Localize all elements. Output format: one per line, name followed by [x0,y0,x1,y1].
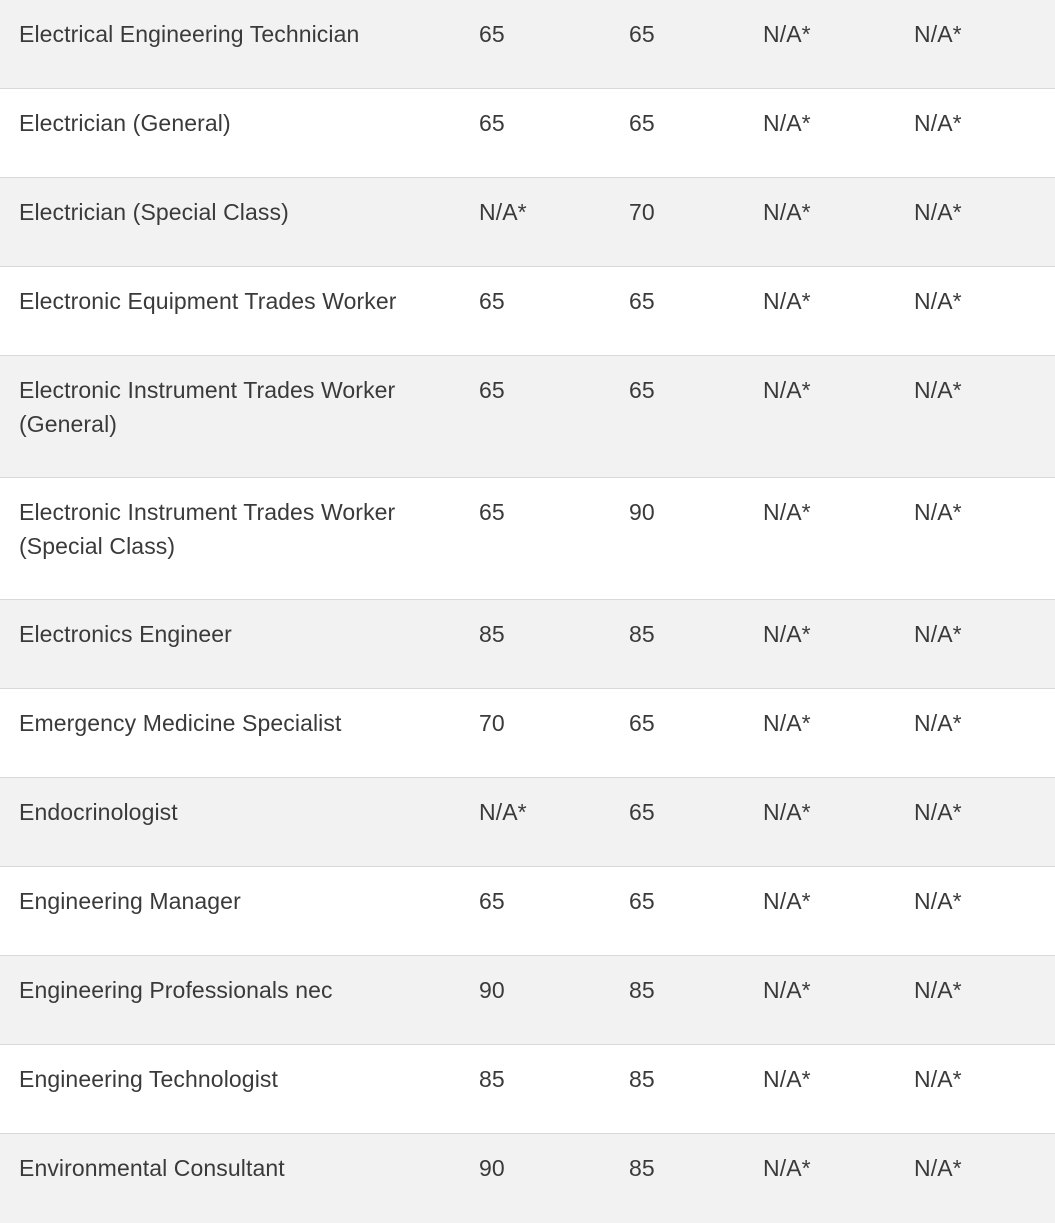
table-cell: N/A* [914,199,962,225]
table-cell: 65 [479,888,505,914]
table-cell: 65 [479,288,505,314]
table-cell: N/A* [763,710,811,736]
table-cell: N/A* [763,888,811,914]
table-cell: 65 [629,288,655,314]
table-cell: N/A* [763,799,811,825]
table-cell: N/A* [763,1066,811,1092]
occupation-name: Electrical Engineering Technician [19,21,360,47]
table-row [0,1045,1055,1134]
table-row [0,267,1055,356]
table-cell: N/A* [763,110,811,136]
occupation-name: Endocrinologist [19,799,178,825]
table-cell: N/A* [763,499,811,525]
table-cell: N/A* [763,21,811,47]
table-cell: N/A* [914,1155,962,1181]
table-cell: 65 [629,710,655,736]
table-row [0,778,1055,867]
occupation-name: Electronics Engineer [19,621,232,647]
table-cell: N/A* [479,199,527,225]
table-cell: N/A* [914,977,962,1003]
table-row [0,956,1055,1045]
table-cell: 65 [479,499,505,525]
occupation-name: Electronic Equipment Trades Worker [19,288,397,314]
table-cell: N/A* [914,888,962,914]
table-cell: 85 [479,1066,505,1092]
table-cell: N/A* [763,377,811,403]
table-cell: 65 [629,888,655,914]
occupation-name: Emergency Medicine Specialist [19,710,342,736]
table-row [0,478,1055,600]
table-cell: N/A* [763,621,811,647]
table-cell: 90 [479,977,505,1003]
table-cell: N/A* [914,499,962,525]
occupation-name: Electrician (General) [19,110,231,136]
table-cell: N/A* [914,21,962,47]
table-cell: 70 [629,199,655,225]
table-cell: 85 [629,1155,655,1181]
table-cell: N/A* [479,799,527,825]
occupation-name: Environmental Consultant [19,1155,285,1181]
table-cell: N/A* [914,621,962,647]
table-cell: 65 [479,377,505,403]
table-cell: N/A* [914,288,962,314]
table-cell: 85 [479,621,505,647]
occupation-name: Electronic Instrument Trades Worker (Special Class) [19,499,396,559]
table-cell: 65 [629,799,655,825]
table-cell: N/A* [763,977,811,1003]
table-cell: N/A* [914,710,962,736]
occupation-name: Electronic Instrument Trades Worker (General) [19,377,396,437]
table-row [0,178,1055,267]
occupation-name: Engineering Technologist [19,1066,278,1092]
table-cell: N/A* [914,1066,962,1092]
table-cell: 65 [629,377,655,403]
table-cell: 85 [629,977,655,1003]
occupation-name: Engineering Professionals nec [19,977,333,1003]
table-cell: 65 [629,110,655,136]
table-cell: N/A* [763,288,811,314]
table-cell: 65 [479,110,505,136]
table-row [0,1134,1055,1223]
table-cell: N/A* [914,377,962,403]
table-cell: 90 [479,1155,505,1181]
table-row [0,600,1055,689]
table-cell: 85 [629,1066,655,1092]
table-cell: N/A* [914,799,962,825]
table-cell: N/A* [763,1155,811,1181]
table-cell: N/A* [763,199,811,225]
table-row [0,89,1055,178]
table-row [0,689,1055,778]
table-cell: 65 [479,21,505,47]
table-row [0,0,1055,89]
table-cell: N/A* [914,110,962,136]
occupation-name: Engineering Manager [19,888,241,914]
table-row [0,356,1055,478]
table-row [0,867,1055,956]
table-cell: 65 [629,21,655,47]
table-cell: 70 [479,710,505,736]
table-cell: 85 [629,621,655,647]
table-cell: 90 [629,499,655,525]
occupation-name: Electrician (Special Class) [19,199,289,225]
